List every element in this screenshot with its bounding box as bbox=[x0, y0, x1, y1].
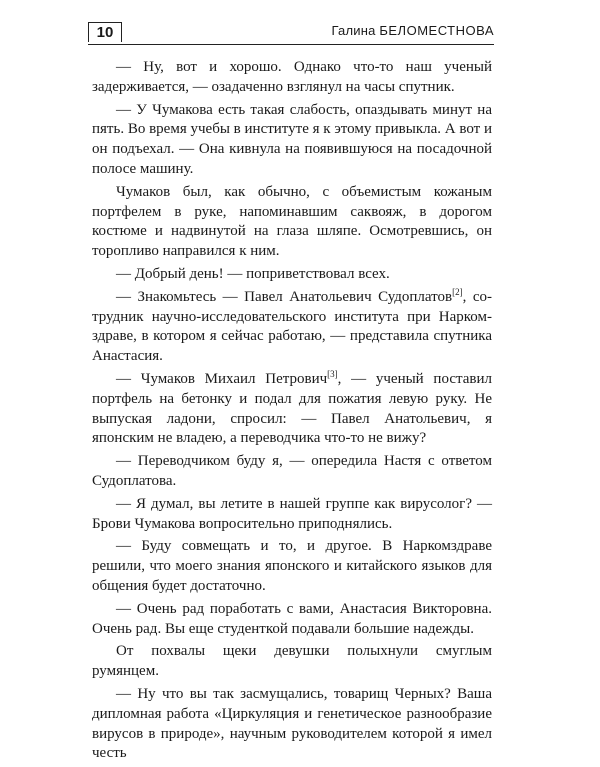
paragraph: — Буду совмещать и то, и другое. В Наркомздраве решили, что моего знания японского и китайского языков для общения будет достаточно. bbox=[92, 538, 492, 594]
paragraph bbox=[92, 288, 492, 367]
paragraph: От похвалы щеки девушки полыхнули смуглым румянцем. bbox=[92, 643, 492, 680]
running-head bbox=[332, 23, 494, 38]
paragraph: — Ну что вы так засмущались, товарищ Черных? Ваша дипломная работа «Циркуляция и генетическое разнообразие вирусов в природе», научным руководителем которой я имел честь bbox=[92, 685, 492, 762]
paragraph: — Очень рад поработать с вами, Анастасия Викторовна. Очень рад. Вы еще студенткой подавали большие надежды. bbox=[92, 600, 492, 637]
footnote-marker: [2] bbox=[452, 286, 463, 297]
paragraph: — Ну, вот и хорошо. Однако что-то наш ученый задерживается, — озадаченно взглянул на часы спутник. bbox=[92, 59, 492, 95]
body-text bbox=[92, 58, 492, 767]
page-number: 10 bbox=[88, 22, 122, 42]
paragraph: — Добрый день! — поприветствовал всех. bbox=[116, 265, 390, 282]
paragraph bbox=[92, 370, 492, 449]
paragraph-text: — Чумаков Михаил Петрович bbox=[116, 370, 328, 387]
author-first-name: Галина bbox=[331, 23, 376, 38]
page-header bbox=[88, 22, 494, 45]
paragraph: Чумаков был, как обычно, с объемистым кожаным портфелем в руке, напоминавшим саквояж, в дорогом костюме и надвинутой на глаза шляпе. Осмотревшись, он торопливо направился к ним. bbox=[92, 183, 492, 260]
paragraph: — У Чумакова есть такая слабость, опаздывать минут на пять. Во время учебы в институте я к этому привыкла. А вот и он подъехал. — Она кивнула на появившуюся на посадочной полосе машину. bbox=[92, 101, 492, 177]
paragraph: — Я думал, вы летите в нашей группе как вирусолог? — Брови Чумакова вопросительно приподнялись. bbox=[92, 495, 492, 532]
paragraph-text: — Знакомьтесь — Павел Анатольевич Судоплатов bbox=[116, 288, 453, 305]
footnote-marker: [3] bbox=[327, 368, 338, 379]
paragraph-text: , сотрудник научно-исследовательского института при Наркомздраве, в котором я сейчас работаю, — представила спутника Анастасия. bbox=[92, 288, 492, 365]
paragraph-text: , — ученый поставил портфель на бетонку и подал для пожатия левую руку. Не выпуская ладони, спросил: — Павел Анатольевич, я японским не владею, а переводчика что-то не вижу? bbox=[92, 370, 492, 447]
author-last-name: БЕЛОМЕСТНОВА bbox=[379, 23, 494, 38]
paragraph: — Переводчиком буду я, — опередила Настя с ответом Судоплатова. bbox=[92, 453, 492, 489]
